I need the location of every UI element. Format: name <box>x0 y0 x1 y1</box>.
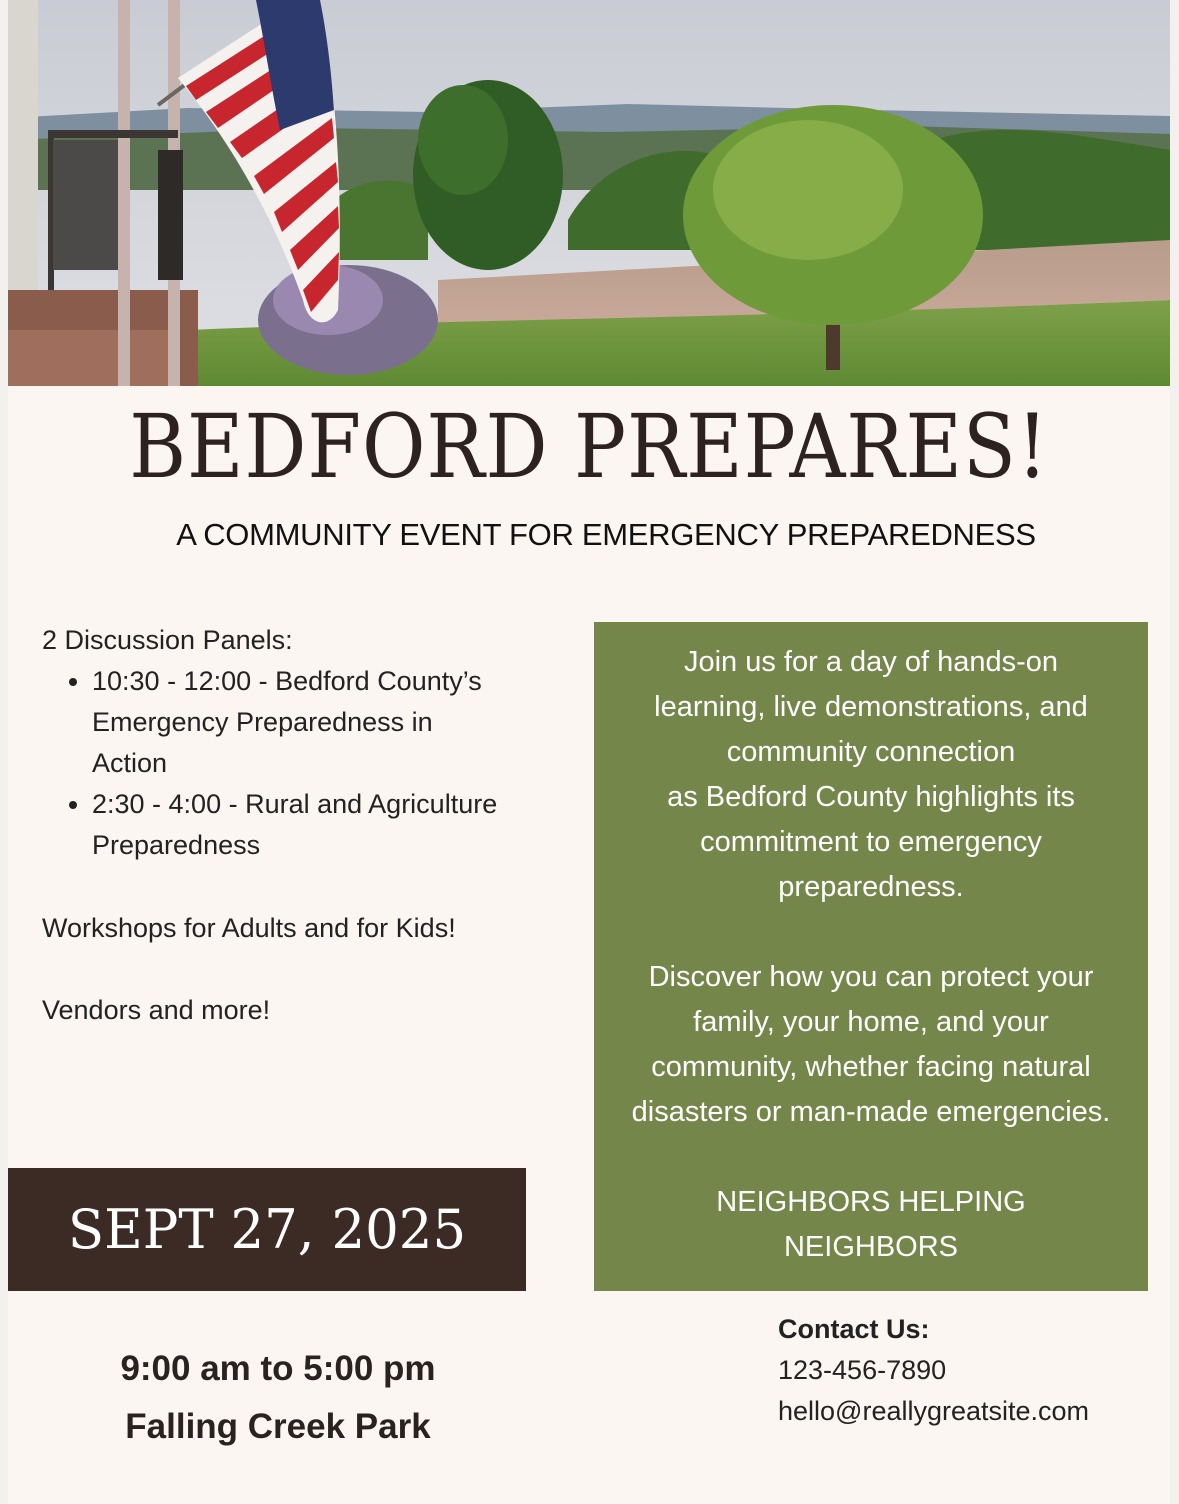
vendors-text: Vendors and more! <box>42 995 271 1025</box>
contact-phone: 123-456-7890 <box>778 1355 947 1385</box>
contact-block <box>778 1309 1089 1432</box>
time-and-place <box>8 1340 548 1456</box>
event-location: Falling Creek Park <box>125 1407 431 1446</box>
info-line: learning, live demonstrations, and <box>654 691 1088 723</box>
workshops-text: Workshops for Adults and for Kids! <box>42 913 456 943</box>
event-subtitle: A COMMUNITY EVENT FOR EMERGENCY PREPAREDNESS <box>176 517 1036 552</box>
slogan-line: NEIGHBORS HELPING <box>716 1186 1026 1218</box>
info-line: Join us for a day of hands-on <box>683 646 1058 678</box>
panel-2-line-2: Preparedness <box>92 830 261 860</box>
info-box <box>594 622 1148 1291</box>
panel-2-line-1: 2:30 - 4:00 - Rural and Agriculture <box>92 789 498 819</box>
info-line: disasters or man-made emergencies. <box>631 1096 1111 1128</box>
panel-1-line-1: 10:30 - 12:00 - Bedford County’s <box>92 666 482 696</box>
event-date-banner <box>8 1168 526 1291</box>
list-item <box>92 661 542 784</box>
info-line: community connection <box>726 736 1016 768</box>
info-line: commitment to emergency <box>700 826 1042 858</box>
list-item <box>92 784 542 866</box>
info-line: community, whether facing natural <box>651 1051 1091 1083</box>
panel-1-line-2: Emergency Preparedness in <box>92 707 433 737</box>
event-title: BEDFORD PREPARES! <box>129 395 1049 498</box>
info-line: Discover how you can protect your <box>648 961 1094 993</box>
slogan-line: NEIGHBORS <box>783 1231 959 1263</box>
program-details <box>42 620 542 1031</box>
landscape-photo-icon <box>8 0 1170 386</box>
event-time: 9:00 am to 5:00 pm <box>120 1349 436 1388</box>
info-line: as Bedford County highlights its <box>667 781 1075 813</box>
event-date: SEPT 27, 2025 <box>67 1198 467 1261</box>
panel-1-line-3: Action <box>92 748 168 778</box>
info-line: preparedness. <box>778 871 964 903</box>
flyer <box>8 0 1170 1504</box>
contact-email: hello@reallygreatsite.com <box>778 1396 1090 1426</box>
info-line: family, your home, and your <box>693 1006 1049 1038</box>
panels-list <box>42 661 542 866</box>
contact-heading: Contact Us: <box>778 1314 930 1344</box>
panels-heading: 2 Discussion Panels: <box>42 625 293 655</box>
